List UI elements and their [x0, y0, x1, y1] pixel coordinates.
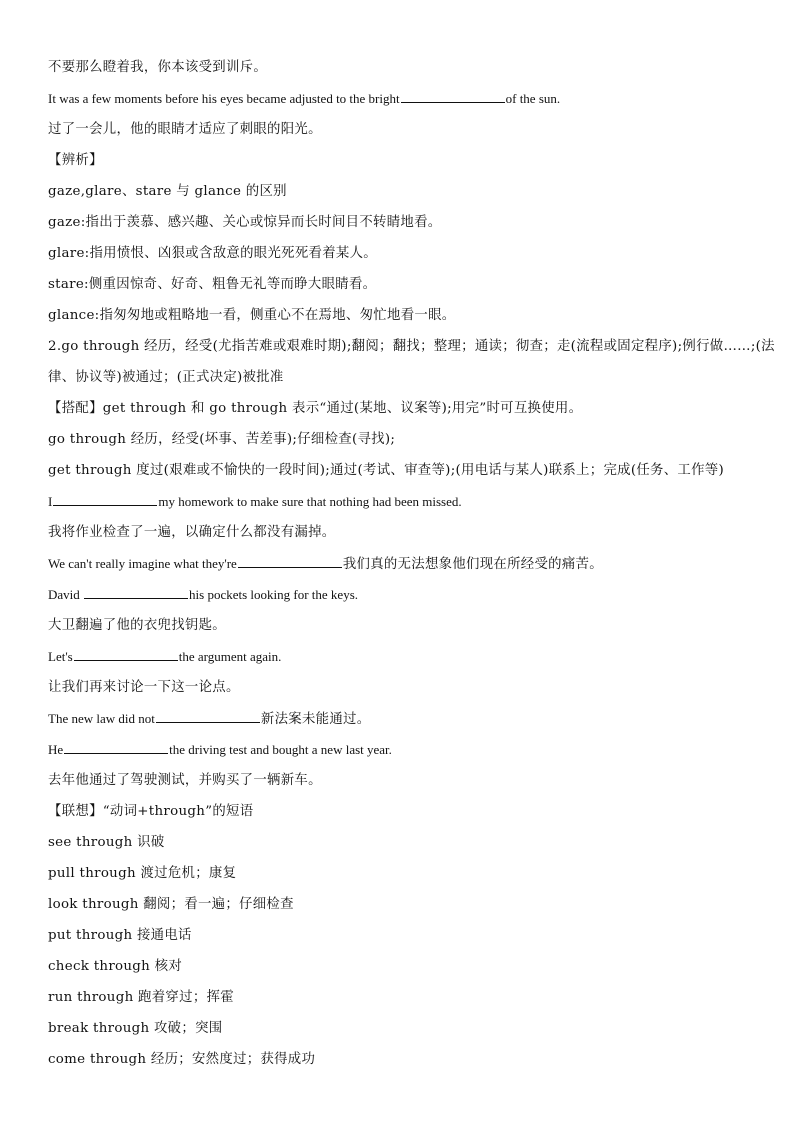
fill-blank-sentence — [48, 734, 754, 765]
sentence-after-blank: 新法案未能通过。 — [260, 711, 371, 726]
sentence-after-blank: of the sun. — [505, 91, 561, 106]
phrase-item: break through 攻破；突围 — [48, 1021, 223, 1036]
answer-blank[interactable] — [401, 89, 505, 103]
sentence-after-blank: his pockets looking for the keys. — [189, 587, 359, 602]
text-line: glare:指用愤恨、凶狠或含敌意的眼光死死看着某人。 — [48, 246, 377, 261]
sentence-before-blank: I — [48, 494, 53, 509]
text-line: 大卫翻遍了他的衣兜找钥匙。 — [48, 618, 226, 633]
section-heading: 【辨析】 — [48, 153, 103, 168]
answer-blank[interactable] — [84, 585, 188, 599]
sentence-before-blank: It was a few moments before his eyes became adjusted to the bright — [48, 91, 400, 106]
phrase-item: pull through 渡过危机；康复 — [48, 866, 237, 881]
answer-blank[interactable] — [74, 647, 178, 661]
fill-blank-sentence — [48, 641, 754, 672]
text-line: 去年他通过了驾驶测试，并购买了一辆新车。 — [48, 773, 322, 788]
text-line: 2.go through 经历，经受(尤指苦难或艰难时期);翻阅；翻找；整理；通读；彻查；走(流程或固定程序);例行做……;(法 — [48, 339, 775, 354]
answer-blank[interactable] — [53, 492, 157, 506]
fill-blank-sentence — [48, 486, 754, 517]
text-line: 不要那么瞪着我，你本该受到训斥。 — [48, 60, 268, 75]
fill-blank-sentence — [48, 83, 754, 114]
sentence-before-blank: We can't really imagine what they're — [48, 556, 237, 571]
sentence-after-blank: my homework to make sure that nothing had been missed. — [158, 494, 462, 509]
answer-blank[interactable] — [238, 554, 342, 568]
text-line: gaze,glare、stare 与 glance 的区别 — [48, 184, 287, 199]
text-line: stare:侧重因惊奇、好奇、粗鲁无礼等而睁大眼睛看。 — [48, 277, 377, 292]
section-heading: 【搭配】get through 和 go through 表示“通过(某地、议案等);用完”时可互换使用。 — [48, 401, 583, 416]
text-line: 让我们再来讨论一下这一论点。 — [48, 680, 240, 695]
sentence-after-blank: 我们真的无法想象他们现在所经受的痛苦。 — [342, 556, 603, 571]
text-line: 我将作业检查了一遍，以确定什么都没有漏掉。 — [48, 525, 336, 540]
sentence-before-blank: Let's — [48, 649, 73, 664]
sentence-after-blank: the argument again. — [178, 649, 282, 664]
sentence-before-blank: David — [48, 587, 84, 602]
answer-blank[interactable] — [64, 740, 168, 754]
fill-blank-sentence — [48, 703, 754, 734]
phrase-item: check through 核对 — [48, 959, 183, 974]
sentence-before-blank: He — [48, 742, 64, 757]
section-heading: 【联想】“动词+through”的短语 — [48, 804, 254, 819]
phrase-item: come through 经历；安然度过；获得成功 — [48, 1052, 316, 1067]
sentence-before-blank: The new law did not — [48, 711, 155, 726]
fill-blank-sentence — [48, 579, 754, 610]
phrase-item: look through 翻阅；看一遍；仔细检查 — [48, 897, 294, 912]
phrase-item: run through 跑着穿过；挥霍 — [48, 990, 234, 1005]
phrase-item: put through 接通电话 — [48, 928, 192, 943]
text-line: glance:指匆匆地或粗略地一看，侧重心不在焉地、匆忙地看一眼。 — [48, 308, 456, 323]
phrase-item: see through 识破 — [48, 835, 165, 850]
answer-blank[interactable] — [156, 709, 260, 723]
sentence-after-blank: the driving test and bought a new last year. — [169, 742, 392, 757]
text-line: 律、协议等)被通过；(正式决定)被批准 — [48, 370, 284, 385]
text-line: go through 经历，经受(坏事、苦差事);仔细检查(寻找); — [48, 432, 396, 447]
text-line: get through 度过(艰难或不愉快的一段时间);通过(考试、审查等);(用电话与某人)联系上；完成(任务、工作等) — [48, 463, 725, 478]
fill-blank-sentence — [48, 548, 754, 579]
text-line: gaze:指出于羡慕、感兴趣、关心或惊异而长时间目不转睛地看。 — [48, 215, 442, 230]
text-line: 过了一会儿，他的眼睛才适应了刺眼的阳光。 — [48, 122, 322, 137]
